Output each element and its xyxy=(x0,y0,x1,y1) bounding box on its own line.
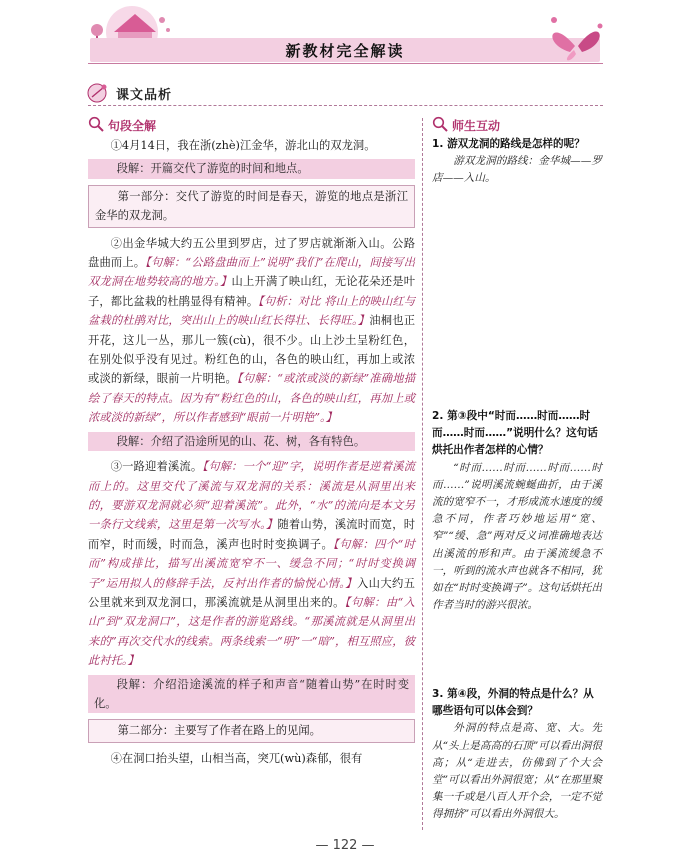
section-title: 课文品析 xyxy=(116,88,173,103)
question-2: 2. 第③段中“时而……时而……时而……时而……”说明什么？这句话烘托出作者怎样的心情？ xyxy=(432,410,598,457)
answer-2: “时而……时而……时而……时而……”说明溪流蜿蜒曲折，由于溪流的宽窄不一，才形成流水速度的缓急不同，作者巧妙地运用“宽、窄”“缓、急”两对反义词准确地表达出溪流的形和声。由于溪流缓急不一，听到的流水声也就各不相同，犹如在“时时变换调子”。这句话烘托出作者当时的游兴很浓。 xyxy=(432,461,602,612)
magnifier-icon xyxy=(432,116,448,132)
question-block-3 xyxy=(432,686,602,824)
header-rule xyxy=(88,63,603,64)
sentence-note-5: 【句解：四个“时而”构成排比，描写出溪流宽窄不一、缓急不同；“时时变换调子”运用拟人的修辞手法，反衬出作者的愉悦心情。】 xyxy=(88,537,415,590)
paragraph-summary-3: 段解：介绍沿途溪流的样子和声音“随着山势”在时时变化。 xyxy=(88,675,415,714)
page-number: — 122 — xyxy=(315,838,375,853)
part-one-summary: 第一部分：交代了游览的时间是春天，游览的地点是浙江金华的双龙洞。 xyxy=(88,185,415,228)
question-block-2 xyxy=(432,408,602,614)
right-heading: 师生互动 xyxy=(452,119,501,133)
sentence-note-4: 【句解：一个“迎”字，说明作者是逆着溪流而上的。这里交代了溪流与双龙洞的关系：溪流是从洞里出来的，要游双龙洞就必须“迎着溪流”。此外，“水”的流向是本文另一条行文线索，这里是第一次写水。】 xyxy=(88,460,415,532)
question-3: 3. 第④段，外洞的特点是什么？从哪些语句可以体会到？ xyxy=(432,688,594,718)
section-rule xyxy=(88,105,603,106)
flower-section-icon xyxy=(86,82,110,104)
paragraph-2: ②出金华城大约五公里到罗店，过了罗店就渐渐入山。公路盘曲而上。【句解：“公路盘曲而上”说明“我们”在爬山，间接写出双龙洞在地势较高的地方。】山上开满了映山红，无论花朵还是叶子，都比盆栽的杜鹃显得有精神。【句析：对比 将山上的映山红与盆栽的杜鹃对比，突出山上的映山红长得壮、长得旺。】油桐也正开花，这儿一丛，那儿一簇(cù)，很不少。山上沙土呈粉红色，在别处似乎没有见过。粉红色的山，各色的映山红，再加上或浓或淡的新绿，眼前一片明艳。【句解：“或浓或淡的新绿”准确地描绘了春天的特点。因为有“粉红色的山，各色的映山红，再加上或浓或淡的新绿”，所以作者感到“眼前一片明艳”。】 xyxy=(88,236,415,425)
left-column xyxy=(88,136,415,768)
sentence-note-1: 【句解：“公路盘曲而上”说明“我们”在爬山，间接写出双龙洞在地势较高的地方。】 xyxy=(88,256,415,289)
question-1: 1. 游双龙洞的路线是怎样的呢？ xyxy=(432,138,585,150)
answer-1: 游双龙洞的路线：金华城——罗店——入山。 xyxy=(432,155,602,185)
right-column xyxy=(432,136,602,188)
column-divider xyxy=(422,118,423,830)
answer-3: 外洞的特点是高、宽、大。先从“头上是高高的石顶”可以看出洞很高；从“走进去，仿佛到了个大会堂”可以看出外洞很宽；从“在那里聚集一千或是八百人开个会，一定不觉得拥挤”可以看出外洞很大。 xyxy=(432,722,602,821)
paragraph-4: ④在洞口抬头望，山相当高，突兀(wù)森郁，很有 xyxy=(110,751,363,765)
page-header xyxy=(0,0,689,72)
magnifier-icon xyxy=(88,116,104,132)
sentence-note-6: 【句解：由“入山”到“双龙洞口”，这是作者的游览路线。“那溪流就是从洞里出来的”再次交代水的线索。两条线索一“明”一“暗”，相互照应，彼此衬托。】 xyxy=(88,595,415,668)
left-heading: 句段全解 xyxy=(108,119,157,133)
sentence-note-3: 【句解：“或浓或淡的新绿”准确地描绘了春天的特点。因为有“粉红色的山，各色的映山红，再加上或浓或淡的新绿”，所以作者感到“眼前一片明艳”。】 xyxy=(88,372,415,425)
part-two-summary: 第二部分：主要写了作者在路上的见闻。 xyxy=(88,719,415,742)
butterfly-decoration-icon xyxy=(540,6,610,64)
paragraph-summary-2: 段解：介绍了沿途所见的山、花、树，各有特色。 xyxy=(88,432,415,451)
header-title: 新教材完全解读 xyxy=(285,42,405,60)
paragraph-summary-1: 段解：开篇交代了游览的时间和地点。 xyxy=(88,159,415,178)
paragraph-3: ③一路迎着溪流。【句解：一个“迎”字，说明作者是逆着溪流而上的。这里交代了溪流与双龙洞的关系：溪流是从洞里出来的，要游双龙洞就必须“迎着溪流”。此外，“水”的流向是本文另一条行文线索，这里是第一次写水。】随着山势，溪流时而宽，时而窄，时而缓，时而急，溪声也时时变换调子。【句解：四个“时而”构成排比，描写出溪流宽窄不一、缓急不同；“时时变换调子”运用拟人的修辞手法，反衬出作者的愉悦心情。】入山大约五公里就来到双龙洞口，那溪流就是从洞里出来的。【句解：由“入山”到“双龙洞口”，这是作者的游览路线。“那溪流就是从洞里出来的”再次交代水的线索。两条线索一“明”一“暗”，相互照应，彼此衬托。】 xyxy=(88,460,415,668)
paragraph-1: ①4月14日，我在浙(zhè)江金华，游北山的双龙洞。 xyxy=(110,139,376,152)
sentence-note-2: 【句析：对比 将山上的映山红与盆栽的杜鹃对比，突出山上的映山红长得壮、长得旺。】 xyxy=(88,294,415,328)
